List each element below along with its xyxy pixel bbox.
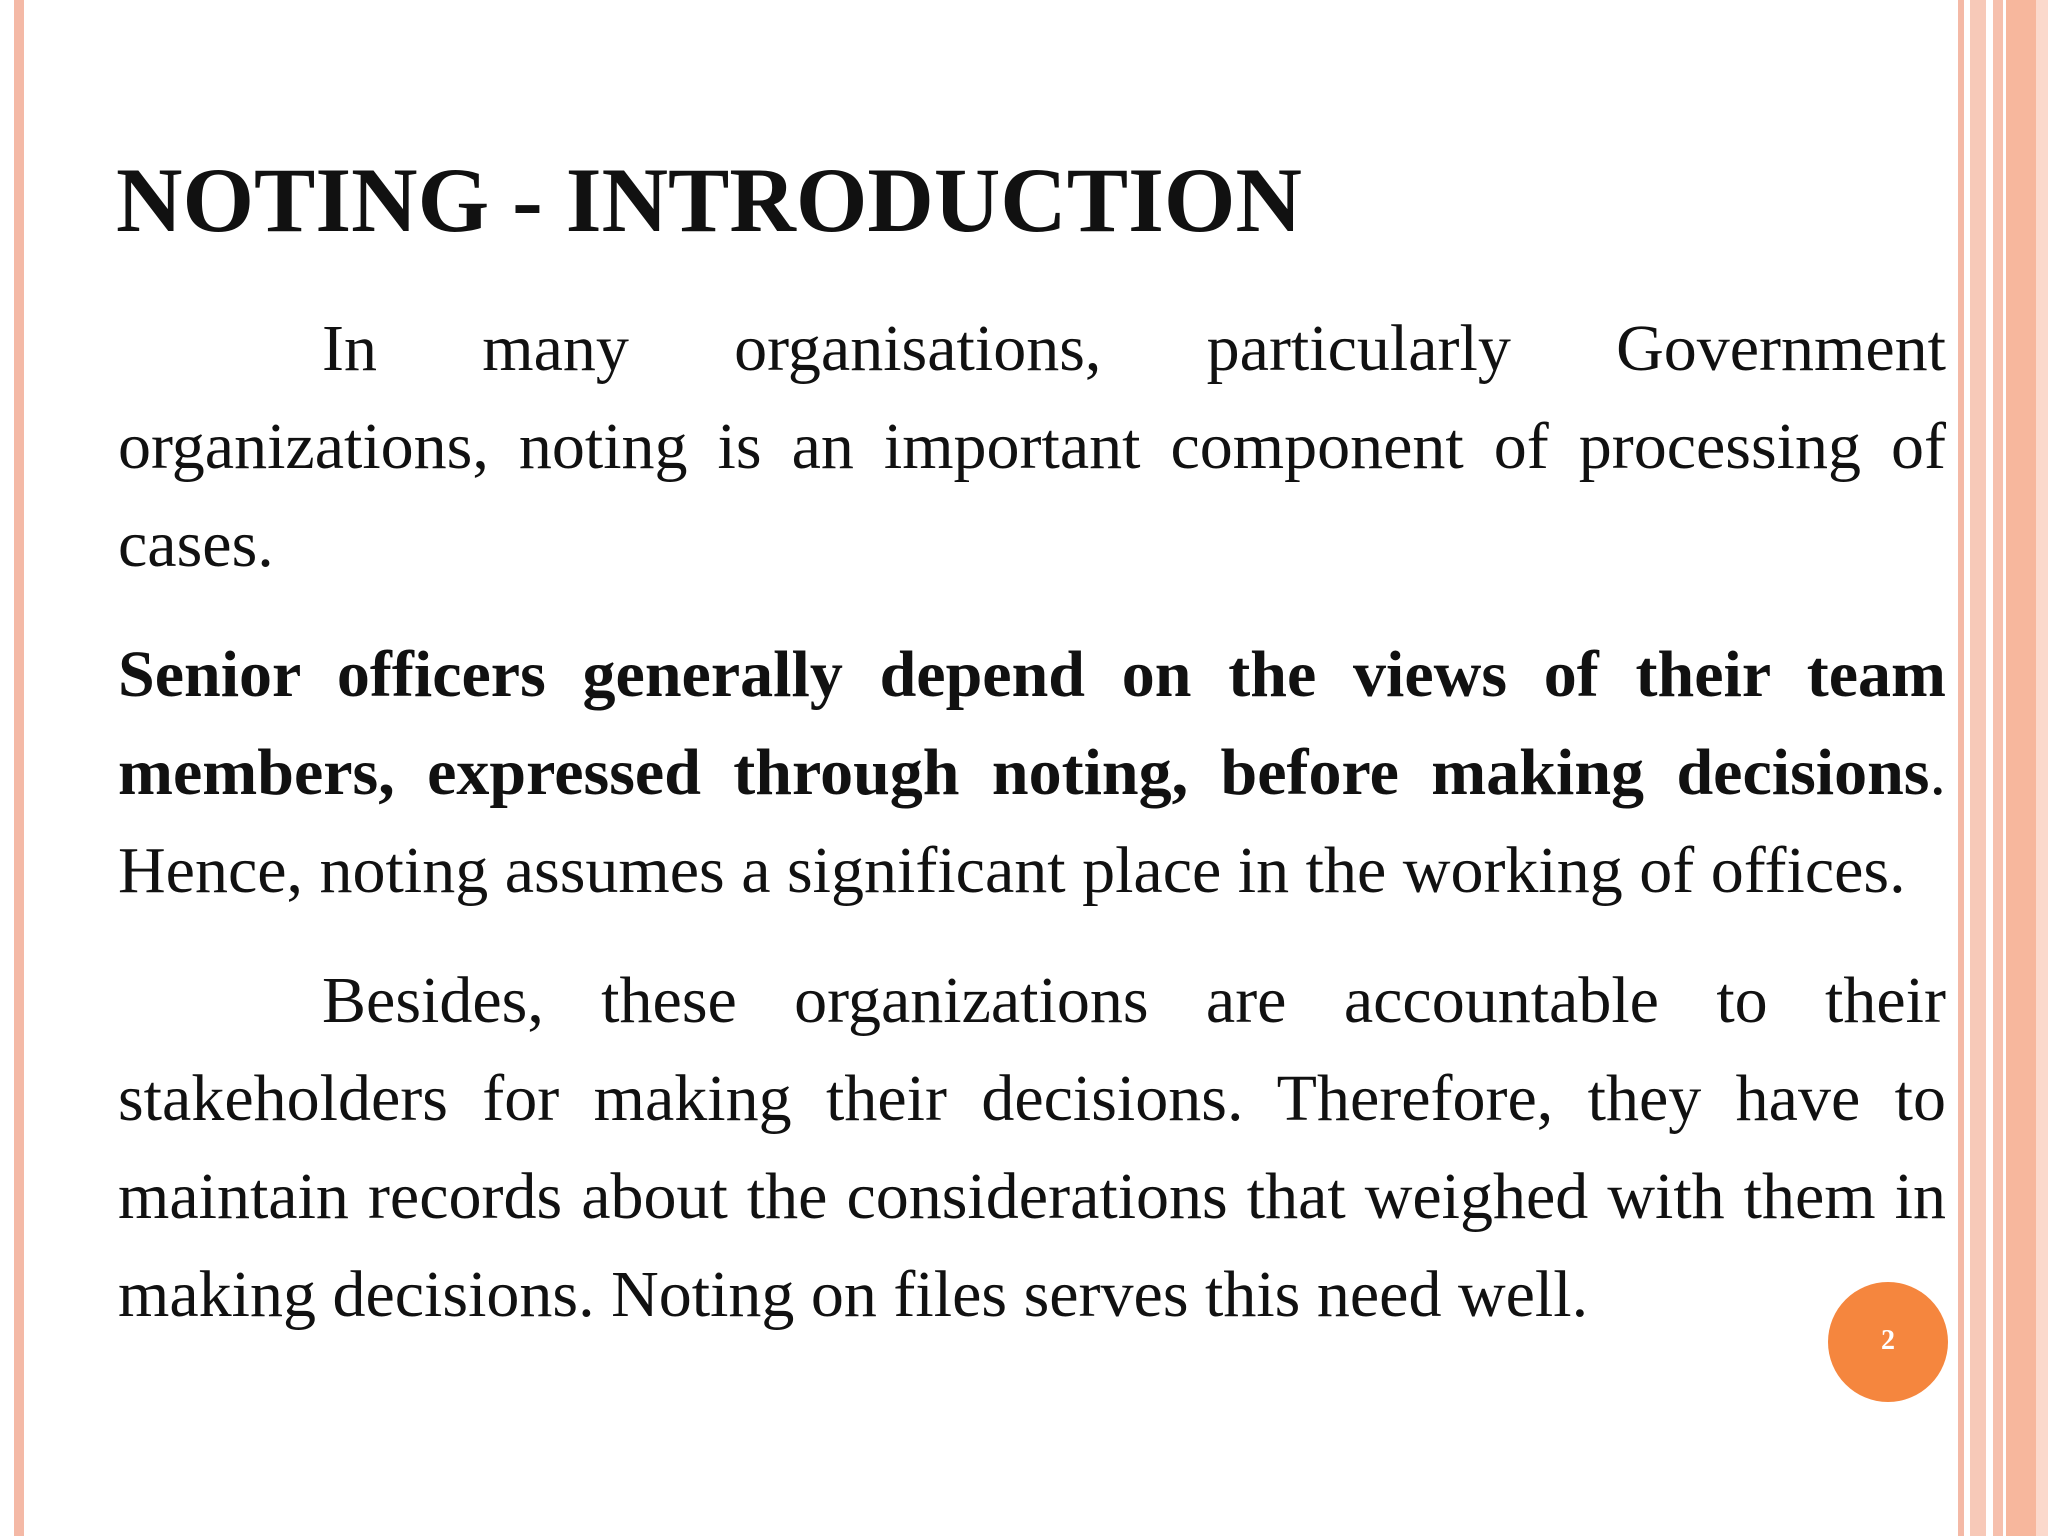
paragraph-intro: In many organisations, particularly Government organizations, noting is an important component of processing of cases. xyxy=(118,312,1946,581)
paragraph-senior-officers xyxy=(118,626,1946,920)
page-number-badge xyxy=(1828,1282,1948,1402)
page-number: 2 xyxy=(1881,1325,1895,1356)
paragraph-continuation: . Hence, noting assumes a significant place in the working of offices. xyxy=(118,736,1946,907)
right-border-stripe xyxy=(2006,0,2036,1536)
paragraph-accountability: Besides, these organizations are accountable to their stakeholders for making their decisions. Therefore, they have to maintain records about the considerations that weighed with them in making decisions. Noting on files serves this need well. xyxy=(118,964,1946,1331)
right-border-stripe xyxy=(2036,0,2048,1536)
left-border-stripe xyxy=(14,0,24,1536)
slide-title: NOTING - INTRODUCTION xyxy=(116,149,1302,251)
paragraph-emphasis: Senior officers generally depend on the views of their team members, expressed through noting, before making decisions xyxy=(118,638,1946,809)
right-border-stripe xyxy=(1993,0,2003,1536)
right-border-stripe xyxy=(1958,0,1964,1536)
slide-body xyxy=(118,300,1946,1344)
right-border-stripe xyxy=(1970,0,1986,1536)
